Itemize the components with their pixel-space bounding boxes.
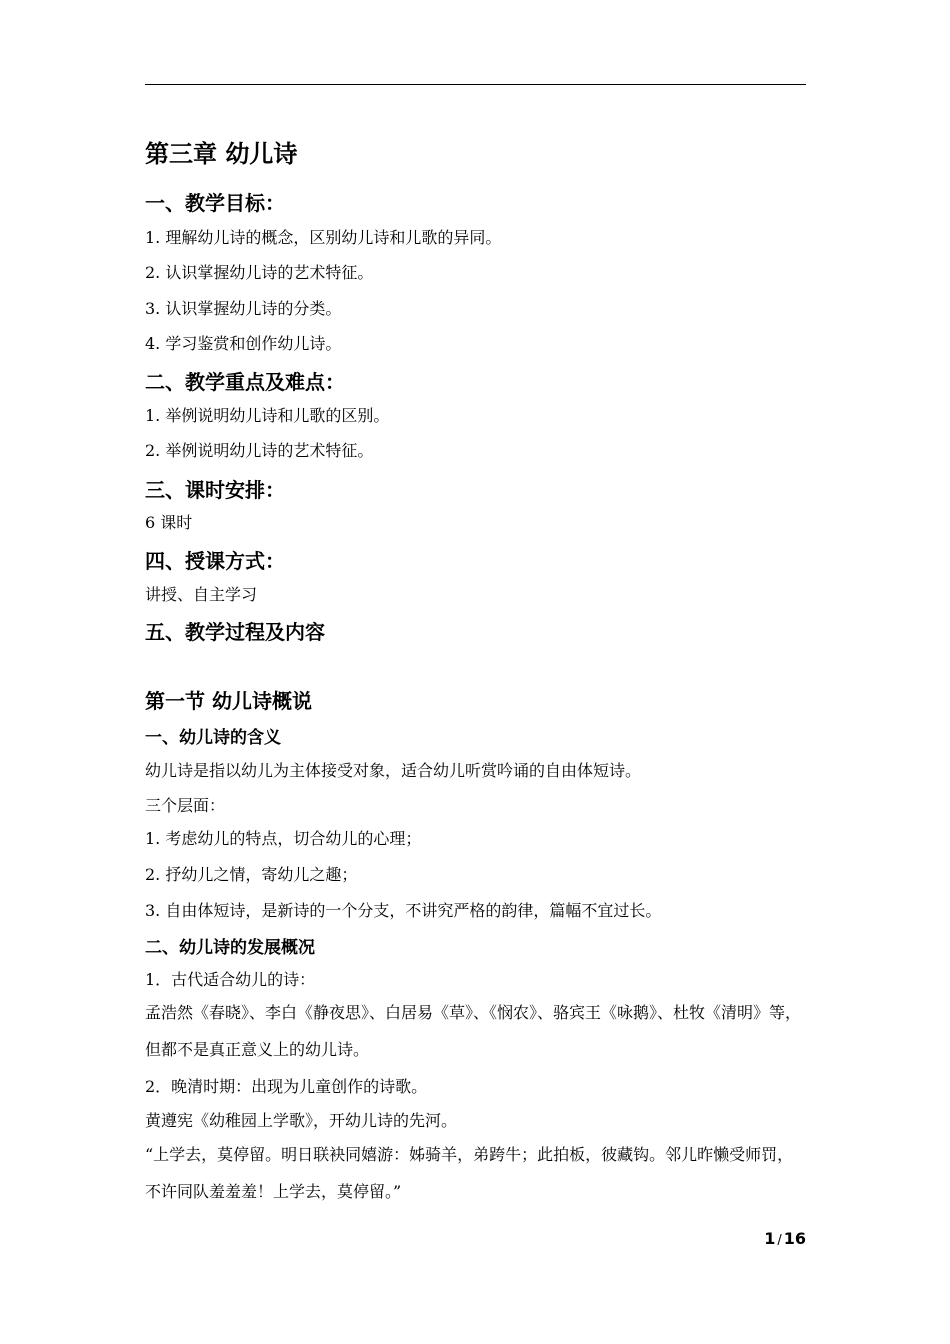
- goal-item-1: 1. 理解幼儿诗的概念，区别幼儿诗和儿歌的异同。: [145, 228, 502, 247]
- definition-text: 幼儿诗是指以幼儿为主体接受对象，适合幼儿听赏吟诵的自由体短诗。: [145, 761, 642, 780]
- subheading-meaning: 一、幼儿诗的含义: [145, 728, 281, 748]
- heading-teaching-goals: 一、教学目标：: [145, 191, 285, 215]
- page-total: 16: [783, 1229, 806, 1248]
- header-rule: [145, 84, 806, 85]
- page-separator: /: [777, 1233, 782, 1248]
- poem-quote: “上学去，莫停留。明日联袂同嬉游：姊骑羊，弟跨牛；此拍板，彼藏钩。邻儿昨懒受师罚，不许同队羞羞羞！上学去，莫停留。”: [145, 1145, 794, 1201]
- heading-teaching-method: 四、授课方式：: [145, 549, 285, 573]
- key-point-2: 2. 举例说明幼儿诗的艺术特征。: [145, 441, 374, 460]
- ancient-text: 孟浩然《春晓》、李白《静夜思》、白居易《草》、《悯农》、骆宾王《咏鹅》、杜牧《清明》等，但都不是真正意义上的幼儿诗。: [145, 1003, 802, 1059]
- page-current: 1: [764, 1229, 776, 1248]
- levels-intro: 三个层面：: [145, 796, 226, 815]
- goal-item-4: 4. 学习鉴赏和创作幼儿诗。: [145, 334, 342, 353]
- teaching-method-text: 讲授、自主学习: [145, 585, 258, 604]
- subheading-development: 二、幼儿诗的发展概况: [145, 938, 315, 958]
- late-qing-text: 黄遵宪《幼稚园上学歌》，开幼儿诗的先河。: [145, 1111, 458, 1130]
- level-item-2: 2. 抒幼儿之情，寄幼儿之趣；: [145, 865, 358, 884]
- heading-teaching-process: 五、教学过程及内容: [145, 620, 325, 644]
- late-qing-title: 2．晚清时期：出现为儿童创作的诗歌。: [145, 1077, 428, 1096]
- heading-key-points: 二、教学重点及难点：: [145, 370, 345, 394]
- section-title: 第一节 幼儿诗概说: [145, 689, 312, 713]
- goal-item-2: 2. 认识掌握幼儿诗的艺术特征。: [145, 263, 374, 282]
- chapter-title: 第三章 幼儿诗: [145, 140, 298, 168]
- ancient-title: 1．古代适合幼儿的诗：: [145, 970, 316, 989]
- key-point-1: 1. 举例说明幼儿诗和儿歌的区别。: [145, 406, 390, 425]
- page-number: [764, 1229, 806, 1248]
- level-item-1: 1. 考虑幼儿的特点，切合幼儿的心理；: [145, 829, 422, 848]
- heading-class-hours: 三、课时安排：: [145, 478, 285, 502]
- level-item-3: 3. 自由体短诗，是新诗的一个分支，不讲究严格的韵律，篇幅不宜过长。: [145, 901, 662, 920]
- goal-item-3: 3. 认识掌握幼儿诗的分类。: [145, 299, 342, 318]
- class-hours-text: 6 课时: [145, 513, 193, 532]
